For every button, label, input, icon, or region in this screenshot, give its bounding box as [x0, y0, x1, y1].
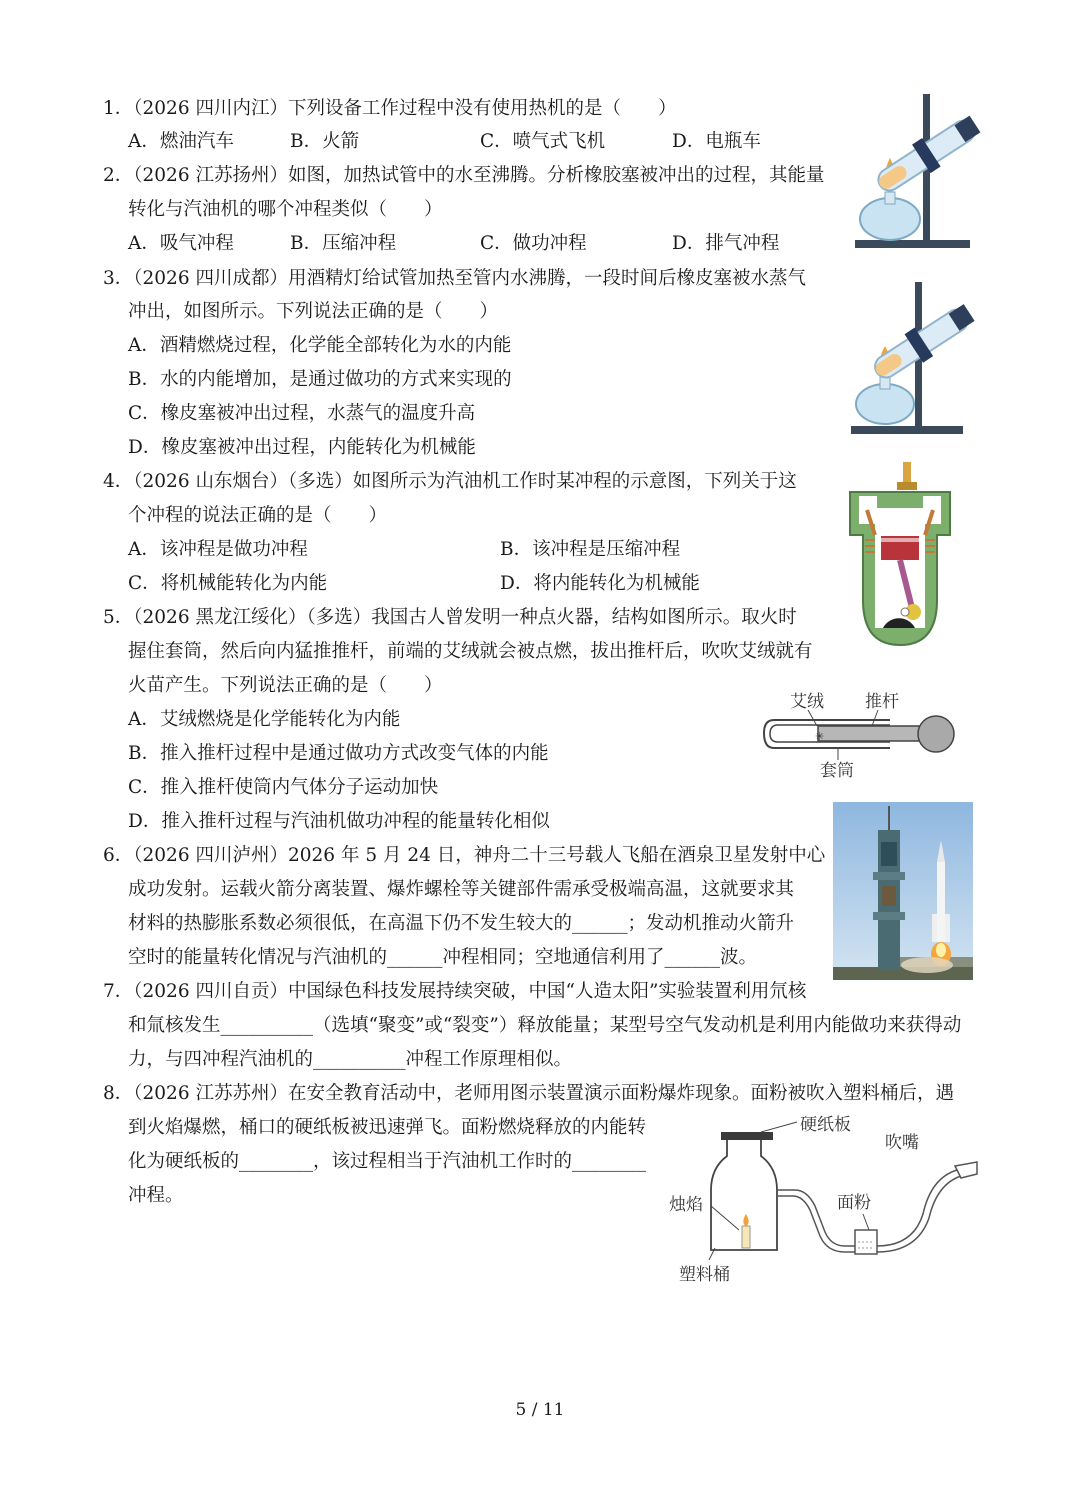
ai-rong-label: 艾绒	[790, 692, 824, 712]
q5-line-1: 5．（2026 黑龙江绥化）（多选）我国古人曾发明一种点火器，结构如图所示。取火时	[103, 607, 797, 628]
card-label: 硬纸板	[800, 1115, 851, 1135]
page-number: 5 / 11	[515, 1400, 565, 1420]
q2-option-c: C．做功冲程	[480, 233, 587, 254]
q6-line-2: 成功发射。运载火箭分离装置、爆炸螺栓等关键部件需承受极端高温，这就要求其	[128, 879, 795, 900]
q5-option-b: B．推入推杆过程中是通过做功方式改变气体的内能	[128, 743, 549, 764]
q2-test-tube-apparatus-figure	[845, 92, 990, 252]
q1-option-b: B．火箭	[290, 131, 360, 152]
bucket-label: 塑料桶	[679, 1265, 730, 1285]
q8-flour-explosion-figure	[665, 1110, 990, 1285]
q5-option-c: C．推入推杆使筒内气体分子运动加快	[128, 777, 439, 798]
q8-line-4: 冲程。	[128, 1185, 184, 1206]
q2-option-b: B．压缩冲程	[290, 233, 397, 254]
q1-option-c: C．喷气式飞机	[480, 131, 606, 152]
q4-option-b: B．该冲程是压缩冲程	[500, 539, 681, 560]
q1-option-d: D．电瓶车	[672, 131, 761, 152]
q3-option-d: D．橡皮塞被冲出过程，内能转化为机械能	[128, 437, 476, 458]
q8-line-3: 化为硬纸板的________，该过程相当于汽油机工作时的________	[128, 1151, 647, 1172]
q4-line-1: 4．（2026 山东烟台）（多选）如图所示为汽油机工作时某冲程的示意图，下列关于这	[103, 471, 797, 492]
q5-option-a: A．艾绒燃烧是化学能转化为内能	[128, 709, 401, 730]
q3-option-b: B．水的内能增加，是通过做功的方式来实现的	[128, 369, 512, 390]
q2-line-1: 2．（2026 江苏扬州）如图，加热试管中的水至沸腾。分析橡胶塞被冲出的过程，其能量	[103, 165, 825, 186]
q7-line-3: 力，与四冲程汽油机的__________冲程工作原理相似。	[128, 1049, 573, 1070]
q7-line-2: 和氚核发生__________（选填“聚变”或“裂变”）释放能量；某型号空气发动机是利用内能做功来获得动	[128, 1015, 962, 1036]
q8-line-2: 到火焰爆燃，桶口的硬纸板被迅速弹飞。面粉燃烧释放的内能转	[128, 1117, 647, 1138]
svg-text:✳: ✳	[815, 730, 825, 743]
q1-option-a: A．燃油汽车	[128, 131, 234, 152]
q2-option-a: A．吸气冲程	[128, 233, 234, 254]
q3-option-a: A．酒精燃烧过程，化学能全部转化为水的内能	[128, 335, 512, 356]
q4-line-2: 个冲程的说法正确的是（ ）	[128, 505, 388, 526]
q3-line-2: 冲出，如图所示。下列说法正确的是（ ）	[128, 301, 499, 322]
q6-line-3: 材料的热膨胀系数必须很低，在高温下仍不发生较大的______；发动机推动火箭升	[128, 913, 795, 934]
tao-tong-label: 套筒	[820, 761, 854, 781]
q6-line-4: 空时的能量转化情况与汽油机的______冲程相同；空地通信利用了______波。	[128, 947, 758, 968]
q4-engine-cylinder-figure	[845, 460, 955, 650]
flame-label: 烛焰	[669, 1195, 703, 1215]
nozzle-label: 吹嘴	[885, 1133, 919, 1153]
tui-gan-label: 推杆	[865, 692, 899, 712]
q5-option-d: D．推入推杆过程与汽油机做功冲程的能量转化相似	[128, 811, 550, 832]
q4-option-c: C．将机械能转化为内能	[128, 573, 328, 594]
q2-line-2: 转化与汽油机的哪个冲程类似（ ）	[128, 199, 443, 220]
q4-option-a: A．该冲程是做功冲程	[128, 539, 308, 560]
q5-line-2: 握住套筒，然后向内猛推推杆，前端的艾绒就会被点燃，拔出推杆后，吹吹艾绒就有	[128, 641, 813, 662]
q3-option-c: C．橡皮塞被冲出过程，水蒸气的温度升高	[128, 403, 476, 424]
q3-test-tube-apparatus-figure	[845, 280, 985, 438]
q1-line-1: 1．（2026 四川内江）下列设备工作过程中没有使用热机的是（ ）	[103, 98, 677, 119]
q4-option-d: D．将内能转化为机械能	[500, 573, 700, 594]
flour-label: 面粉	[837, 1193, 871, 1213]
q6-rocket-launch-photo	[833, 802, 973, 980]
q5-line-3: 火苗产生。下列说法正确的是（ ）	[128, 675, 443, 696]
q2-option-d: D．排气冲程	[672, 233, 780, 254]
q6-line-1: 6．（2026 四川泸州）2026 年 5 月 24 日，神舟二十三号载人飞船在酒泉卫星发射中心	[103, 845, 826, 866]
q3-line-1: 3．（2026 四川成都）用酒精灯给试管加热至管内水沸腾，一段时间后橡皮塞被水蒸气	[103, 268, 806, 289]
q5-fire-starter-figure	[760, 690, 960, 785]
q7-line-1: 7．（2026 四川自贡）中国绿色科技发展持续突破，中国“人造太阳”实验装置利用氘核	[103, 981, 807, 1002]
q8-line-1: 8．（2026 江苏苏州）在安全教育活动中，老师用图示装置演示面粉爆炸现象。面粉被吹入塑料桶后，遇	[103, 1083, 954, 1104]
